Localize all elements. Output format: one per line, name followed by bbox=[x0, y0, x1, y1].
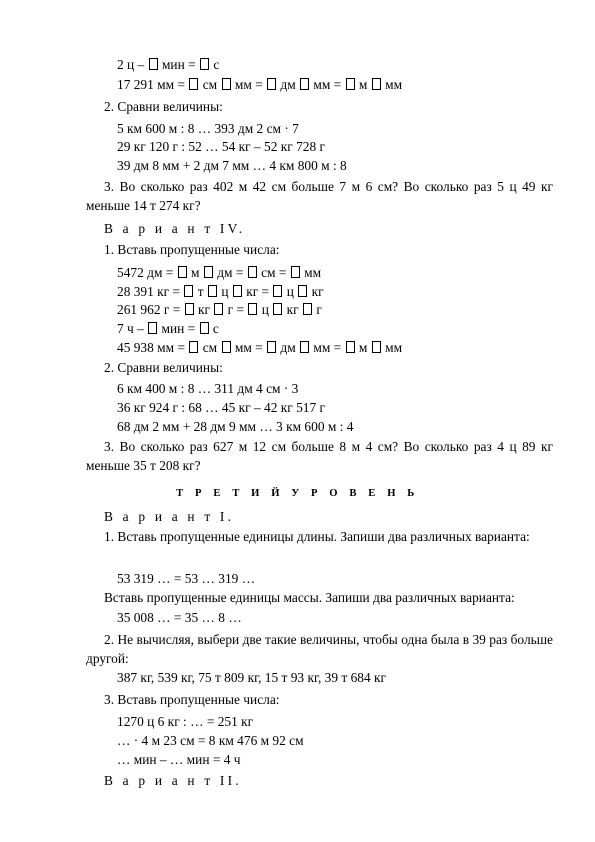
answer-box bbox=[222, 341, 231, 353]
exercise-line: 2 ц – мин = с bbox=[117, 57, 220, 72]
answer-box bbox=[208, 285, 217, 297]
exercise-line: 45 938 мм = см мм = дм мм = м мм bbox=[117, 340, 403, 355]
answer-box bbox=[303, 303, 312, 315]
answer-box bbox=[248, 303, 257, 315]
task-paragraph: 1. Вставь пропущенные единицы длины. Запиши два различных варианта: bbox=[104, 529, 530, 544]
answer-box bbox=[273, 303, 282, 315]
variant-heading: В а р и а н т IV. bbox=[104, 221, 246, 236]
exercise-line: 36 кг 924 г : 68 … 45 кг – 42 кг 517 г bbox=[117, 400, 326, 415]
answer-box bbox=[189, 341, 198, 353]
task-heading: 3. Вставь пропущенные числа: bbox=[104, 692, 280, 707]
exercise-line: … · 4 м 23 см = 8 км 476 м 92 см bbox=[117, 733, 304, 748]
answer-box bbox=[200, 58, 209, 70]
answer-box bbox=[267, 341, 276, 353]
answer-box bbox=[346, 78, 355, 90]
section-heading: Т Р Е Т И Й У Р О В Е Н Ь bbox=[176, 488, 419, 499]
exercise-line: 17 291 мм = см мм = дм мм = м мм bbox=[117, 77, 403, 92]
exercise-line: 35 008 … = 35 … 8 … bbox=[117, 610, 242, 625]
answer-box bbox=[178, 266, 187, 278]
exercise-line: 261 962 г = кг г = ц кг г bbox=[117, 302, 322, 317]
task-paragraph: 2. Не вычисляя, выбери две такие величины, чтобы одна была в 39 раз больше другой: bbox=[86, 632, 553, 666]
exercise-line: 5 км 600 м : 8 … 393 дм 2 см · 7 bbox=[117, 121, 299, 136]
exercise-line: 39 дм 8 мм + 2 дм 7 мм … 4 км 800 м : 8 bbox=[117, 158, 347, 173]
answer-box bbox=[204, 266, 213, 278]
answer-box bbox=[248, 266, 257, 278]
answer-box bbox=[189, 78, 198, 90]
answer-box bbox=[346, 341, 355, 353]
exercise-line: 68 дм 2 мм + 28 дм 9 мм … 3 км 600 м : 4 bbox=[117, 419, 354, 434]
task-paragraph: 3. Во сколько раз 402 м 42 см больше 7 м 6 см? Во сколько раз 5 ц 49 кг меньше 14 т 274 кг? bbox=[86, 179, 553, 213]
exercise-line: 28 391 кг = т ц кг = ц кг bbox=[117, 284, 324, 299]
exercise-line: 5472 дм = м дм = см = мм bbox=[117, 265, 322, 280]
answer-box bbox=[291, 266, 300, 278]
exercise-line: 53 319 … = 53 … 319 … bbox=[117, 571, 256, 586]
answer-box bbox=[372, 341, 381, 353]
answer-box bbox=[267, 78, 276, 90]
answer-box bbox=[273, 285, 282, 297]
answer-box bbox=[298, 285, 307, 297]
exercise-line: 6 км 400 м : 8 … 311 дм 4 см · 3 bbox=[117, 381, 299, 396]
answer-box bbox=[185, 303, 194, 315]
answer-box bbox=[300, 341, 309, 353]
answer-box bbox=[184, 285, 193, 297]
exercise-line: … мин – … мин = 4 ч bbox=[117, 752, 241, 767]
answer-box bbox=[149, 58, 158, 70]
task-paragraph: 3. Во сколько раз 627 м 12 см больше 8 м 4 см? Во сколько раз 4 ц 89 кг меньше 35 т 208 кг? bbox=[86, 439, 553, 473]
answer-box bbox=[372, 78, 381, 90]
task-heading: 2. Сравни величины: bbox=[104, 360, 223, 375]
exercise-line: 7 ч – мин = с bbox=[117, 321, 219, 336]
answer-box bbox=[300, 78, 309, 90]
variant-heading: В а р и а н т II. bbox=[104, 773, 242, 788]
answer-box bbox=[214, 303, 223, 315]
task-heading: Вставь пропущенные единицы массы. Запиши два различных варианта: bbox=[104, 590, 515, 605]
answer-box bbox=[200, 322, 209, 334]
task-heading: 2. Сравни величины: bbox=[104, 99, 223, 114]
answer-box bbox=[222, 78, 231, 90]
exercise-line: 387 кг, 539 кг, 75 т 809 кг, 15 т 93 кг, 39 т 684 кг bbox=[117, 670, 387, 685]
answer-box bbox=[148, 322, 157, 334]
task-heading: 1. Вставь пропущенные числа: bbox=[104, 242, 280, 257]
variant-heading: В а р и а н т I. bbox=[104, 509, 235, 524]
exercise-line: 29 кг 120 г : 52 … 54 кг – 52 кг 728 г bbox=[117, 139, 326, 154]
exercise-line: 1270 ц 6 кг : … = 251 кг bbox=[117, 714, 254, 729]
answer-box bbox=[233, 285, 242, 297]
